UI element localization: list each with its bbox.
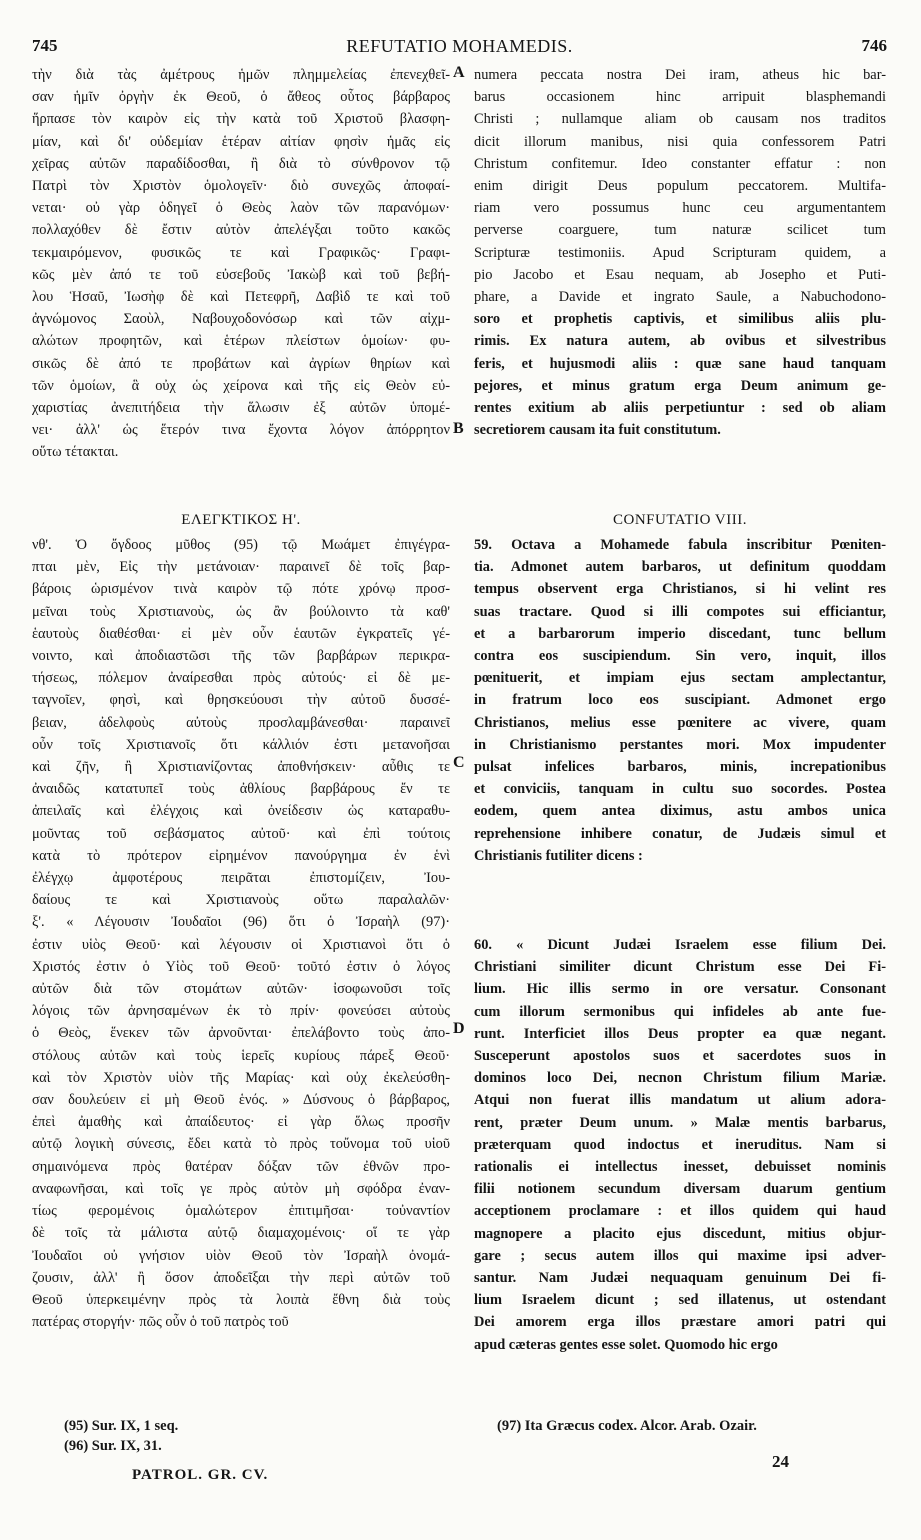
text-line: βειαν, ἀδελφοὺς αὐτοὺς προσλαμβάνεσθαι· παραινεῖ: [32, 714, 450, 731]
running-title: REFUTATIO MOHAMEDIS.: [346, 36, 573, 56]
latin-column-bottom-paragraph-60: [474, 934, 886, 1358]
text-line: ἀναιδῶς κατατυπεῖ τοὺς ἀθλίους βαρβάρους ἔν τε: [32, 781, 450, 798]
text-line: κατὰ τὸ πρότερον εἰρημένον πανούργημα ἐν ἑνὶ: [32, 847, 450, 864]
text-line: οὖν τοῖς Χριστιανοῖς ὅτι κάλλιόν ἐστι μετανοῆσαι: [32, 736, 450, 753]
text-line: Dei amorem erga illos præstare amori patri qui: [474, 1314, 886, 1331]
text-line: νοιντο, καὶ ἀποδιαστῶσι τῆς τῶν βαρβάρων περικρα-: [32, 648, 450, 665]
text-line: Christianis futiliter dicens :: [474, 847, 643, 864]
signature-mark: PATROL. GR. CV.: [132, 1467, 269, 1483]
greek-column-top: [32, 64, 450, 466]
text-line: et conviciis, tanquam in cultu suo socordes. Postea: [474, 781, 886, 798]
text-line: Scripturæ testimoniis. Apud Scripturam quidem, a: [474, 244, 886, 261]
text-line: ταγνοῖεν, φησὶ, καὶ θρησκεύουσι τὴν αὐτοῦ δυσσέ-: [32, 692, 450, 709]
text-line: Πατρὶ τὸν Χριστὸν ὁμολογεῖν· διὸ συνεχῶς ἀποφαί-: [32, 178, 450, 195]
text-line: νει· ἀλλ' ὡς ἕτερόν τινα ἔχοντα λόγον ἀπόρρητον: [32, 422, 450, 439]
text-line: apud cæteras gentes esse solet. Quomodo hic ergo: [474, 1336, 778, 1353]
text-line: μεῖναι τοὺς Χριστιανοὺς, ὡς ἂν βούλοιντο τὰ καθ': [32, 603, 450, 620]
text-line: dominos loco Dei, necnon Christum filium Mariæ.: [474, 1070, 886, 1087]
text-line: acceptionem proclamare : et illos quidem qui haud: [474, 1203, 886, 1220]
text-line: suas tractare. Quod si illi compotes sui efficiantur,: [474, 603, 886, 620]
text-line: tia. Admonet autem barbaros, ut definitum quoddam: [474, 559, 886, 576]
text-line: Christianos, melius esse pœnitere ac vivere, quam: [474, 714, 886, 731]
greek-column-bottom: [32, 534, 450, 1334]
footnote-96: (96) Sur. IX, 31.: [64, 1438, 162, 1454]
text-line: pœnituerit, et impiam ejus sectam amplectantur,: [474, 670, 886, 687]
text-line: ζουσιν, ἀλλ' ἢ ὅσον ἀποδεῖξαι τὴν περὶ αὐτῶν τοῦ: [32, 1269, 450, 1286]
latin-section-title: CONFUTATIO VIII.: [612, 512, 747, 528]
text-line: Atqui non fuerat illis mandatum ut alium adora-: [474, 1092, 886, 1109]
footnote-95: (95) Sur. IX, 1 seq.: [64, 1418, 179, 1434]
text-line: ἥρπασε τὸν καιρὸν εἰς τὴν κατὰ τοῦ Χριστοῦ βλασφη-: [32, 111, 450, 128]
text-line: rimis. Ex natura autem, ab ovibus et silvestribus: [474, 333, 886, 350]
text-line: runt. Interficiet illos Deus propter ea quæ negant.: [474, 1025, 886, 1042]
text-line: σικῶς δὲ ἀπό τε προβάτων καὶ ἀγρίων θηρίων καὶ: [32, 355, 450, 372]
text-line: cum illorum sermonibus qui infideles ab ante fue-: [474, 1003, 886, 1020]
text-line: ἀπειλαῖς καὶ ἐλέγχοις καὶ ὀνείδεσιν ὡς καταραθυ-: [32, 803, 450, 820]
text-line: rent, præter Deum unum. » Malæ mentis barbarus,: [474, 1114, 886, 1131]
text-line: αναφωνῆσαι, καὶ τοῖς γε πρὸς αὐτὸν μὴ σφόδρα ἐναν-: [32, 1180, 450, 1197]
page-number-right: 746: [861, 36, 887, 55]
text-line: νθ'. Ὁ ὄγδοος μῦθος (95) τῷ Μωάμετ ἐπιγέγρα-: [32, 537, 450, 553]
text-line: τῶν ὁμοίων, ἃ οὐχ ὡς χείρονα καὶ τῆς εἰς Θεὸν εὐ-: [32, 377, 450, 394]
text-line: pulsat infelices barbaros, minis, increpationibus: [474, 759, 886, 776]
text-line: αλώτων προφητῶν, καὶ ἑτέρων πλείστων ὁμοίων· φυ-: [32, 333, 450, 350]
text-line: ὁ Θεὸς, ἕνεκεν τῶν ἀρνοῦνται· ἐπελάβοντο τοὺς ἀπο-: [32, 1025, 450, 1042]
text-line: μοῦντας τοῦ σεβάσματος αὐτοῦ· καὶ ἐπὶ τούτοις: [32, 825, 450, 842]
text-line: 60. « Dicunt Judæi Israelem esse filium Dei.: [474, 937, 886, 953]
text-line: πται μὲν, Εἰς τὴν μετάνοιαν· παραινεῖ δὲ τοῖς βαρ-: [32, 559, 450, 576]
text-line: soro et prophetis captivis, et similibus aliis plu-: [474, 311, 886, 328]
margin-letter-b: B: [453, 420, 464, 437]
margin-letter-d: D: [453, 1020, 465, 1037]
text-line: eodem, quem antea diximus, astu ambos unica: [474, 803, 886, 820]
margin-letter-c: C: [453, 754, 465, 771]
text-line: λου Ἡσαῦ, Ἰωσὴφ δὲ καὶ Πετεφρῆ, Δαβὶδ τε καὶ τοῦ: [32, 289, 450, 306]
text-line: δὲ τοῖς τὰ μάλιστα αὐτῷ διαμαχομένοις· οἵ τε γὰρ: [32, 1225, 450, 1242]
text-line: τήσεως, πόλεμον ἀναίρεσθαι πρὸς αὐτούς· εἰ δὲ με-: [32, 670, 450, 687]
text-line: pio Jacobo et Esau nequam, ab Josepho et Puti-: [474, 266, 886, 283]
text-line: τὴν διὰ τὰς ἀμέτρους ἡμῶν πλημμελείας ἐπενεχθεῖ-: [32, 67, 450, 83]
text-line: phare, a Davide et ingrato Saule, a Nabuchodono-: [474, 289, 886, 306]
text-line: πολλαχόθεν δὲ ἔστιν αὐτὸν ἀπελέγξαι τοῦτο κακῶς: [32, 222, 450, 239]
text-line: Ἰουδαῖοι οὐ γνήσιον υἱὸν Θεοῦ τὸν Ἰσραὴλ ὀνομά-: [32, 1247, 450, 1264]
text-line: dicit illorum manibus, nisi quia confessorem Patri: [474, 133, 886, 150]
text-line: reprehensione inhibere conatur, de Judæis simul et: [474, 825, 886, 842]
text-line: 59. Octava a Mohamede fabula inscribitur Pœniten-: [474, 537, 886, 553]
text-line: pejores, et minus gratum erga Deum animum ge-: [474, 377, 886, 394]
text-line: Christum confitemur. Ideo constanter effatur : non: [474, 155, 886, 172]
text-line: στόλους αὐτῶν καὶ τοὺς ἱερεῖς κυρίους πάρεξ Θεοῦ·: [32, 1047, 450, 1064]
latin-column-bottom-confutatio: [474, 534, 886, 870]
text-line: πατέρας στοργήν· πῶς οὖν ὁ τοῦ πατρὸς τοῦ: [32, 1314, 289, 1331]
text-line: tempus observent erga Christianos, si hi velint res: [474, 581, 886, 598]
text-line: rationalis ei intellectus inesset, debuisset nominis: [474, 1159, 886, 1176]
text-line: contra eos suscipiendum. Sin vero, inquit, illos: [474, 648, 886, 665]
text-line: in Christianismo perstantes mori. Mox impudenter: [474, 736, 886, 753]
text-line: καὶ ζῆν, ἢ Χριστιανίζοντας ἀποθνήσκειν· αὖθις τε: [32, 759, 450, 776]
text-line: ἐλέγχῳ ἀμφοτέρους πειρᾶται ἐπιστομίζειν, Ἰου-: [32, 870, 450, 887]
text-line: gare ; secus autem illos qui maxime ipsi adver-: [474, 1247, 886, 1264]
text-line: καὶ τὸν Χριστὸν υἱὸν τῆς Μαρίας· καὶ οὐχ ἐκελεύσθη-: [32, 1069, 450, 1086]
text-line: magnopere a placito ejus discedunt, mitius objur-: [474, 1225, 886, 1242]
page-header: [32, 36, 887, 62]
text-line: feris, et hujusmodi aliis : quæ sane haud tanquam: [474, 355, 886, 372]
text-line: numera peccata nostra Dei iram, atheus hic bar-: [474, 67, 886, 83]
footnote-97: (97) Ita Græcus codex. Alcor. Arab. Ozair.: [497, 1418, 757, 1434]
text-line: μίαν, καὶ δι' οὐδεμίαν ἑτέραν αἰτίαν φησὶν ἡμᾶς εἰς: [32, 133, 450, 150]
text-line: et a barbarorum imperio discedant, tunc bellum: [474, 625, 886, 642]
text-line: Χριστός ἐστιν ὁ Υἱὸς τοῦ Θεοῦ· τοῦτό ἐστιν ὁ λόγος: [32, 958, 450, 975]
text-line: σημαινόμενα πρὸς θατέραν δόξαν τῶν ἐθνῶν προ-: [32, 1158, 450, 1175]
text-line: χεῖρας αὐτῶν παραδίδοσθαι, ἢ διὰ τὸ σύνθρονον τῷ: [32, 155, 450, 172]
text-line: præterquam quod indoctus et ineruditus. Nam si: [474, 1136, 886, 1153]
text-line: riam vero possumus hunc ceu argumentantem: [474, 200, 886, 217]
text-line: Susceperunt apostolos suos et sacerdotes suos in: [474, 1048, 886, 1065]
text-line: λόγοις τῶν ἀρνησαμένων ἐκ τὸ πρίν· φονεύσει αὐτοὺς: [32, 1003, 450, 1020]
text-line: in fratrum loco eos suscipiant. Admonet ergo: [474, 692, 886, 709]
text-line: santur. Nam Judæi nequaquam genuinum Dei fi-: [474, 1270, 886, 1287]
text-line: Christiani similiter dicunt Christum esse Dei Fi-: [474, 959, 886, 976]
text-line: secretiorem causam ita fuit constitutum.: [474, 422, 721, 439]
sheet-number: 24: [772, 1452, 789, 1471]
text-line: αὐτῶν διὰ τῶν στομάτων αὐτῶν· ἰσοφωνοῦσι τοῖς: [32, 981, 450, 998]
text-line: perverse coarguere, tum naturæ scilicet tum: [474, 222, 886, 239]
text-line: κῶς μὲν ἀπό τε τοῦ εὐσεβοῦς Ἰακὼβ καὶ τοῦ βεβή-: [32, 266, 450, 283]
text-line: lium Israelem dicunt ; sed illatenus, ut ostendant: [474, 1292, 886, 1309]
text-line: ἐστιν υἱὸς Θεοῦ· καὶ λέγουσιν οἱ Χριστιανοὶ ὅτι ὁ: [32, 936, 450, 953]
text-line: αὐτῷ λογικὴ σύνεσις, ἔδει κατὰ τὸ πρὸς τοὔνομα τοῦ υἱοῦ: [32, 1136, 450, 1153]
text-line: ἀγνώμονος Σαοὺλ, Ναβουχοδονόσωρ καὶ τῶν αἰχμ-: [32, 311, 450, 328]
text-line: δαίους τε καὶ Χριστιανοὺς οὕτω παραλαλῶν·: [32, 892, 450, 909]
text-line: lium. Hic illis sermo in ore versatur. Consonant: [474, 981, 886, 998]
text-line: rentes exitium ab aliis perpetiuntur : sed ob aliam: [474, 400, 886, 417]
margin-letter-a: A: [453, 64, 465, 81]
text-line: τίως φερομένοις ὁμαλώτερον ἐπιτιμῆσαι· τοὐναντίον: [32, 1203, 450, 1220]
text-line: οὕτω τέτακται.: [32, 444, 119, 461]
text-line: Christi ; nullamque aliam ob causam nos traditos: [474, 111, 886, 128]
text-line: barus occasionem hinc arripuit blasphemandi: [474, 89, 886, 106]
text-line: σαν δουλεύειν εἰ μὴ Θεοῦ ἑνός. » Δύσνους ὁ βάρβαρος,: [32, 1092, 450, 1109]
text-line: νεται· οὐ γὰρ ὁδηγεῖ ὁ Θεὸς λαὸν τῶν παρανόμων·: [32, 200, 450, 217]
greek-section-title: ΕΛΕΓΚΤΙΚΟΣ Η'.: [181, 512, 301, 528]
text-line: χαριστίας ἀνεπιτήδεια τὴν ἅλωσιν ἐξ αὐτῶν ὑπομέ-: [32, 400, 450, 417]
latin-column-top: [474, 64, 886, 444]
text-line: enim dirigit Deus populum peccatorem. Multifa-: [474, 178, 886, 195]
text-line: ξ'. « Λέγουσιν Ἰουδαῖοι (96) ὅτι ὁ Ἰσραὴλ (97)·: [32, 914, 450, 931]
text-line: Θεοῦ ὑπερκειμένην πρὸς τὰ λοιπὰ ἔθνη διὰ τοὺς: [32, 1291, 450, 1308]
text-line: τεκμαιρόμενον, φυσικῶς τε καὶ Γραφικῶς· Γραφι-: [32, 244, 450, 261]
text-line: ἐπεὶ ἀμαθὴς καὶ ἀπαίδευτος· εἰ γὰρ ὅλως προσῆν: [32, 1114, 450, 1131]
page-number-left: 745: [32, 36, 58, 55]
text-line: ἑαυτοὺς διαθέσθαι· εἰ μὲν οὖν ἑαυτῶν ἐγκρατεῖς γέ-: [32, 625, 450, 642]
text-line: βάροις ὡρισμένον τινὰ καιρὸν τῷ πότε χρόνῳ προσ-: [32, 581, 450, 598]
text-line: filii notionem secundum diversam duarum gentium: [474, 1181, 886, 1198]
text-line: σαν ἡμῖν ὀργὴν ἐκ Θεοῦ, ὁ ἄθεος οὗτος βάρβαρος: [32, 89, 450, 106]
